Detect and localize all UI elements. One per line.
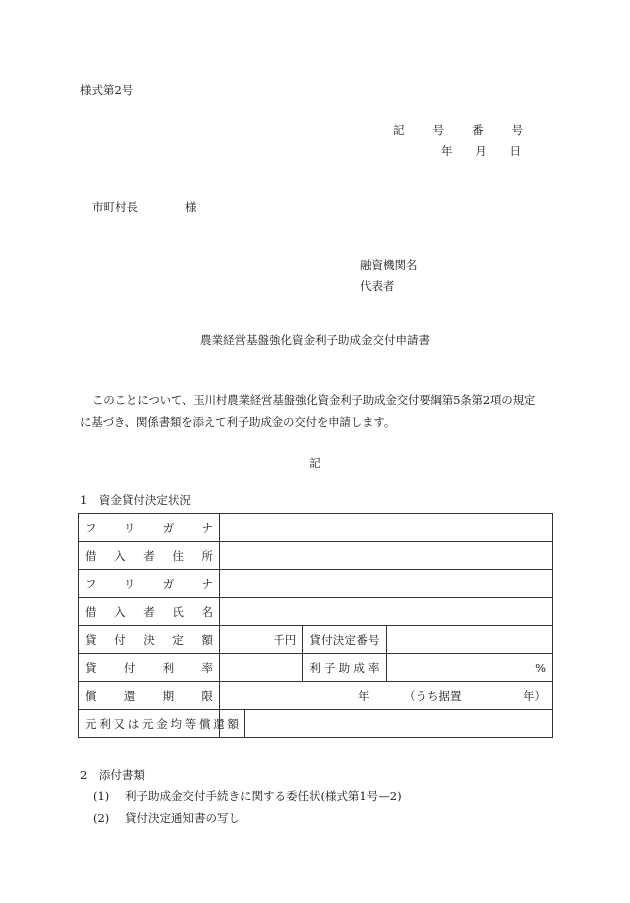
table-row xyxy=(79,542,553,570)
label-char: ナ xyxy=(201,576,213,591)
label-char: 付 xyxy=(114,632,126,647)
label-char: 定 xyxy=(344,632,356,647)
repayment-term-field[interactable] xyxy=(220,682,553,710)
date-month: 月 xyxy=(475,144,487,158)
loan-status-table xyxy=(78,513,553,738)
loan-amount-label xyxy=(79,626,220,654)
attachment-number: (2) xyxy=(93,811,110,825)
repayment-amount-field[interactable] xyxy=(220,710,553,738)
record-char: 番 xyxy=(472,123,484,137)
label-char: 助 xyxy=(338,660,351,675)
label-char: 元 xyxy=(85,716,97,731)
label-char: ガ xyxy=(162,576,175,591)
label-char: 貸 xyxy=(85,660,97,675)
section2-heading: 2 添付書類 xyxy=(80,768,145,782)
label-char: 付 xyxy=(321,632,333,647)
section1-heading: 1 資金貸付決定状況 xyxy=(80,493,191,507)
label-char: 貸 xyxy=(309,632,321,647)
form-number: 様式第2号 xyxy=(80,83,134,97)
repayment-amount-label xyxy=(79,710,239,738)
label-char: 借 xyxy=(85,548,97,563)
subsidy-rate-label xyxy=(303,654,386,682)
furigana-label xyxy=(79,514,220,542)
label-char: 額 xyxy=(227,716,239,731)
label-char: 所 xyxy=(201,548,213,563)
institution-label: 融資機関名 xyxy=(360,258,418,272)
label-char: 限 xyxy=(201,688,213,703)
address-field[interactable] xyxy=(220,542,553,570)
label-char: 償 xyxy=(85,688,97,703)
table-row xyxy=(79,654,553,682)
label-char: 定 xyxy=(172,632,184,647)
label-char: ガ xyxy=(162,520,175,535)
label-char: リ xyxy=(123,520,136,535)
label-char: リ xyxy=(123,576,136,591)
grace-period-open: （うち据置 xyxy=(404,688,462,703)
date-day: 日 xyxy=(509,144,521,158)
record-char: 記 xyxy=(393,123,405,137)
body-line-2: に基づき、関係書類を添えて利子助成金の交付を申請します。 xyxy=(80,415,396,429)
ki-heading: 記 xyxy=(309,456,321,470)
label-char: 還 xyxy=(213,716,225,731)
label-char: 又 xyxy=(113,716,125,731)
label-char: 住 xyxy=(172,548,184,563)
label-char: 期 xyxy=(162,688,175,703)
label-char: 額 xyxy=(201,632,213,647)
addressee-honorific: 様 xyxy=(185,200,197,214)
label-char: 者 xyxy=(143,604,155,619)
decision-number-label xyxy=(303,626,386,654)
record-char: 号 xyxy=(511,123,523,137)
label-char: 号 xyxy=(368,632,380,647)
representative-label: 代表者 xyxy=(360,279,395,293)
document-title: 農業経営基盤強化資金利子助成金交付申請書 xyxy=(200,333,430,347)
label-char: 氏 xyxy=(172,604,184,619)
decision-number-field[interactable] xyxy=(386,626,553,654)
label-char: 番 xyxy=(356,632,368,647)
address-label xyxy=(79,542,220,570)
label-char: は xyxy=(127,716,140,731)
table-row xyxy=(79,710,553,738)
term-label xyxy=(79,682,220,710)
label-char: 金 xyxy=(156,716,168,731)
table-row xyxy=(79,570,553,598)
loan-amount-unit: 千円 xyxy=(273,632,297,647)
table-row xyxy=(79,514,553,542)
label-char: 利 xyxy=(99,716,111,731)
label-char: 者 xyxy=(143,548,155,563)
label-char: 成 xyxy=(353,660,365,675)
record-char: 号 xyxy=(432,123,444,137)
label-char: 子 xyxy=(323,660,336,675)
table-row xyxy=(79,598,553,626)
furigana-label xyxy=(79,570,220,598)
label-char: 率 xyxy=(368,660,380,675)
label-char: 貸 xyxy=(85,632,97,647)
label-char: フ xyxy=(85,576,97,591)
loan-amount-field[interactable] xyxy=(220,626,303,654)
table-row xyxy=(79,682,553,710)
attachment-number: (1) xyxy=(93,789,110,803)
label-char: 等 xyxy=(184,716,197,731)
date-year: 年 xyxy=(441,144,453,158)
body-line-1: このことについて、玉川村農業経営基盤強化資金利子助成金交付要綱第5条第2項の規定 xyxy=(92,393,536,407)
label-char: ナ xyxy=(201,520,213,535)
label-char: 付 xyxy=(123,660,136,675)
attachment-text: 利子助成金交付手続きに関する委任状(様式第1号—2) xyxy=(124,789,402,803)
label-char: 率 xyxy=(201,660,213,675)
label-char: 名 xyxy=(201,604,213,619)
attachment-text: 貸付決定通知書の写し xyxy=(124,811,240,825)
furigana-address-field[interactable] xyxy=(220,514,553,542)
term-year-unit: 年 xyxy=(358,688,370,703)
interest-rate-field[interactable] xyxy=(220,654,303,682)
subsidy-rate-field[interactable] xyxy=(386,654,553,682)
label-char: 決 xyxy=(143,632,155,647)
label-char: 借 xyxy=(85,604,97,619)
label-char: 元 xyxy=(142,716,154,731)
label-char: 決 xyxy=(332,632,345,647)
label-char: 利 xyxy=(309,660,321,675)
record-number-line xyxy=(393,122,523,138)
label-char: 均 xyxy=(170,716,182,731)
label-char: フ xyxy=(85,520,97,535)
label-char: 利 xyxy=(162,660,175,675)
percent-sign: % xyxy=(535,660,546,675)
attachment-item xyxy=(93,788,402,804)
borrower-name-field[interactable] xyxy=(220,598,553,626)
attachment-item xyxy=(93,810,240,826)
label-char: 償 xyxy=(199,716,211,731)
table-row xyxy=(79,626,553,654)
date-line xyxy=(441,143,521,159)
label-char: 入 xyxy=(114,604,126,619)
furigana-name-field[interactable] xyxy=(220,570,553,598)
grace-period-close: 年） xyxy=(523,688,546,703)
name-label xyxy=(79,598,220,626)
interest-rate-label xyxy=(79,654,220,682)
label-char: 入 xyxy=(114,548,126,563)
label-char: 還 xyxy=(123,688,136,703)
addressee-name: 市町村長 xyxy=(92,200,138,214)
